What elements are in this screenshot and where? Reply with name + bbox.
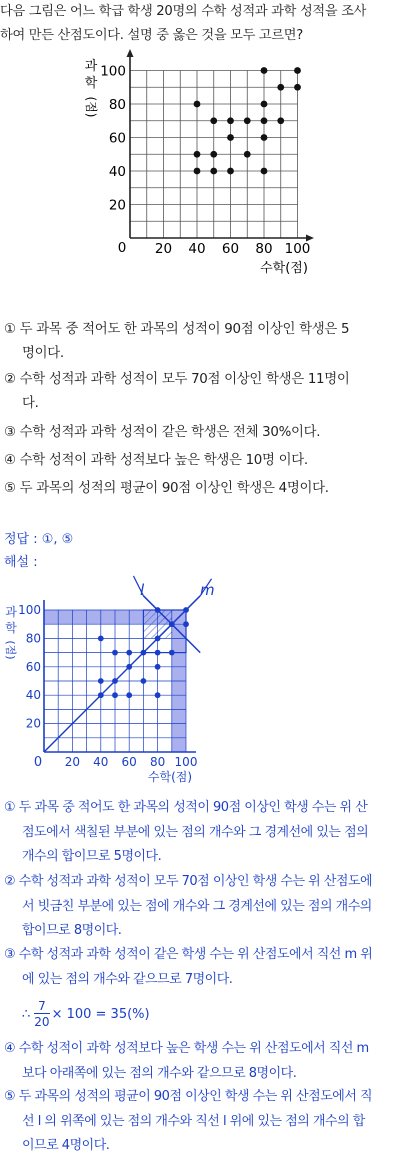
explanation-4 <box>4 1037 398 1086</box>
scatter-point <box>141 678 147 684</box>
explanation-scatter-plot <box>0 570 400 795</box>
y-tick-label: 40 <box>108 164 126 180</box>
scatter-point <box>244 151 251 158</box>
option-4-line-1: ④ 수학 성적이 과학 성적보다 높은 학생은 10명 이다. <box>4 453 308 468</box>
y-axis-arrow <box>127 49 134 57</box>
scatter-plot <box>0 0 400 290</box>
scatter-point <box>261 101 268 108</box>
explanation-2-line-2: 서 빗금친 부분에 있는 점에 개수와 그 경계선에 있는 점의 개수의 <box>22 898 372 914</box>
y-tick-label: 20 <box>25 716 41 731</box>
scatter-point <box>98 678 104 684</box>
line-l-label: l <box>140 581 145 599</box>
explanation-5-line-2: 선 l 의 위쪽에 있는 점의 개수와 직선 l 위에 있는 점의 개수의 합 <box>22 1113 365 1129</box>
formula-rest: × 100 = 35(%) <box>51 1006 150 1022</box>
scatter-point <box>126 650 132 656</box>
scatter-point <box>261 168 268 175</box>
line-m-label: m <box>200 581 215 599</box>
reference-lines <box>44 576 212 752</box>
x-axis-label: 수학(점) <box>147 770 193 784</box>
x-tick-label: 80 <box>255 241 273 257</box>
scatter-point <box>112 650 118 656</box>
y-axis-label-2: 학 <box>84 76 98 91</box>
y-axis-label-1: 과 <box>84 59 98 74</box>
scatter-point <box>294 84 301 91</box>
scatter-point <box>98 636 104 642</box>
explanation-1-line-1: ① 두 과목 중 적어도 한 과목의 성적이 90점 이상인 학생 수는 위 산 <box>4 800 368 815</box>
y-tick-label: 40 <box>25 688 41 703</box>
y-axis-label-3: (점) <box>4 640 17 660</box>
scatter-point <box>155 607 161 613</box>
scatter-point <box>194 151 201 158</box>
x-tick-label: 100 <box>284 241 311 257</box>
scatter-point <box>261 67 268 74</box>
explanation-2-line-3: 합이므로 8명이다. <box>22 923 122 938</box>
option-3 <box>4 421 396 445</box>
question-line-1: 다음 그림은 어느 학급 학생 20명의 수학 성적과 과학 성적을 조사 <box>0 4 367 19</box>
x-tick-label: 20 <box>154 241 173 257</box>
scatter-point <box>155 636 161 642</box>
explanation-2 <box>4 870 398 944</box>
fraction <box>34 999 49 1029</box>
scatter-point <box>155 650 161 656</box>
scatter-tick-labels <box>100 64 310 258</box>
scatter-point <box>126 664 132 670</box>
answer-line: 정답 : ①, ⑤ <box>4 532 74 547</box>
scatter-point <box>210 168 217 175</box>
scatter-point <box>294 67 301 74</box>
scatter-point <box>155 664 161 670</box>
y-axis-label-1: 과 <box>5 605 17 619</box>
x-tick-label: 60 <box>221 241 240 257</box>
scatter-point <box>277 117 284 124</box>
explanation-5-line-3: 이므로 4명이다. <box>22 1138 110 1153</box>
option-1 <box>4 318 396 366</box>
fraction-numerator: 7 <box>38 999 46 1013</box>
y-tick-label: 60 <box>108 130 126 147</box>
scatter-point <box>183 607 189 613</box>
y-tick-label: 20 <box>108 197 126 214</box>
scatter-point <box>183 621 189 627</box>
option-5 <box>4 477 396 501</box>
explanation-1 <box>4 796 398 870</box>
y-axis-label-2: 학 <box>5 621 17 635</box>
scatter-point <box>210 117 217 124</box>
scatter-point <box>227 168 234 175</box>
option-1-line-2: 명이다. <box>22 346 64 361</box>
scatter-point <box>98 692 104 698</box>
y-tick-label: 100 <box>18 603 41 617</box>
x-tick-label: 100 <box>174 755 198 769</box>
explanation-4-line-2: 보다 아래쪽에 있는 점의 개수와 같으므로 8명이다. <box>22 1065 297 1081</box>
x-tick-label: 60 <box>121 755 137 769</box>
therefore-symbol: ∴ <box>22 1006 31 1022</box>
scatter-point <box>227 117 234 124</box>
y-axis-label-3: (점) <box>84 96 98 118</box>
explanation-3-line-2: 에 있는 점의 개수와 같으므로 7명이다. <box>22 971 233 987</box>
x-axis-label: 수학(점) <box>260 261 308 276</box>
y-tick-label: 80 <box>108 97 126 113</box>
option-2-line-2: 다. <box>22 396 39 411</box>
y-tick-label: 100 <box>100 63 126 80</box>
explanation-label: 해설 : <box>4 555 38 570</box>
origin-label: 0 <box>33 755 43 770</box>
option-4 <box>4 449 396 473</box>
explanation-3 <box>4 943 398 992</box>
scatter-axes <box>127 49 315 242</box>
scatter-point <box>194 101 201 108</box>
x-tick-label: 40 <box>93 755 109 769</box>
scatter-point <box>261 117 268 124</box>
explanation-1-line-3: 개수의 합이므로 5명이다. <box>22 849 162 864</box>
scatter-point <box>227 134 234 141</box>
scatter-point <box>169 650 175 656</box>
fraction-denominator: 20 <box>34 1015 50 1029</box>
option-2-line-1: ② 수학 성적과 과학 성적이 모두 70점 이상인 학생은 11명이 <box>4 372 350 387</box>
question-line-2: 하여 만든 산점도이다. 설명 중 옳은 것을 모두 고르면? <box>0 28 303 43</box>
explanation-5-line-1: ⑤ 두 과목의 성적의 평균이 90점 이상인 학생 수는 위 산점도에서 직 <box>4 1089 373 1104</box>
explanation-2-line-1: ② 수학 성적과 과학 성적이 모두 70점 이상인 학생 수는 위 산점도에 <box>4 874 373 889</box>
explanation-4-line-1: ④ 수학 성적이 과학 성적보다 높은 학생 수는 위 산점도에서 직선 m <box>4 1041 369 1056</box>
option-3-line-1: ③ 수학 성적과 과학 성적이 같은 학생은 전체 30%이다. <box>4 425 321 440</box>
origin-label: 0 <box>117 240 127 256</box>
scatter-point <box>169 621 175 627</box>
y-tick-label: 60 <box>25 659 41 674</box>
explanation-3-line-1: ③ 수학 성적과 과학 성적이 같은 학생 수는 위 산점도에서 직선 m 위 <box>4 947 373 962</box>
formula <box>22 996 150 1032</box>
option-1-line-1: ① 두 과목 중 적어도 한 과목의 성적이 90점 이상인 학생은 5 <box>4 322 350 337</box>
x-tick-label: 40 <box>188 241 206 257</box>
x-tick-label: 20 <box>64 755 81 769</box>
scatter-point <box>244 117 251 124</box>
explanation-5 <box>4 1085 398 1159</box>
scatter-point <box>112 678 118 684</box>
scatter-point <box>155 692 161 698</box>
explanation-1-line-2: 점도에서 색칠된 부분에 있는 점의 개수와 그 경계선에 있는 점의 <box>22 824 369 840</box>
scatter-point <box>112 692 118 698</box>
option-2 <box>4 368 396 416</box>
scatter-point <box>194 168 201 175</box>
scatter-point <box>141 650 147 656</box>
scatter-point <box>126 692 132 698</box>
y-tick-label: 80 <box>25 631 41 646</box>
option-5-line-1: ⑤ 두 과목의 성적의 평균이 90점 이상인 학생은 4명이다. <box>4 481 329 496</box>
scatter-point <box>261 134 268 141</box>
x-tick-label: 80 <box>149 755 166 769</box>
scatter-point <box>210 151 217 158</box>
scatter-point <box>277 84 284 91</box>
